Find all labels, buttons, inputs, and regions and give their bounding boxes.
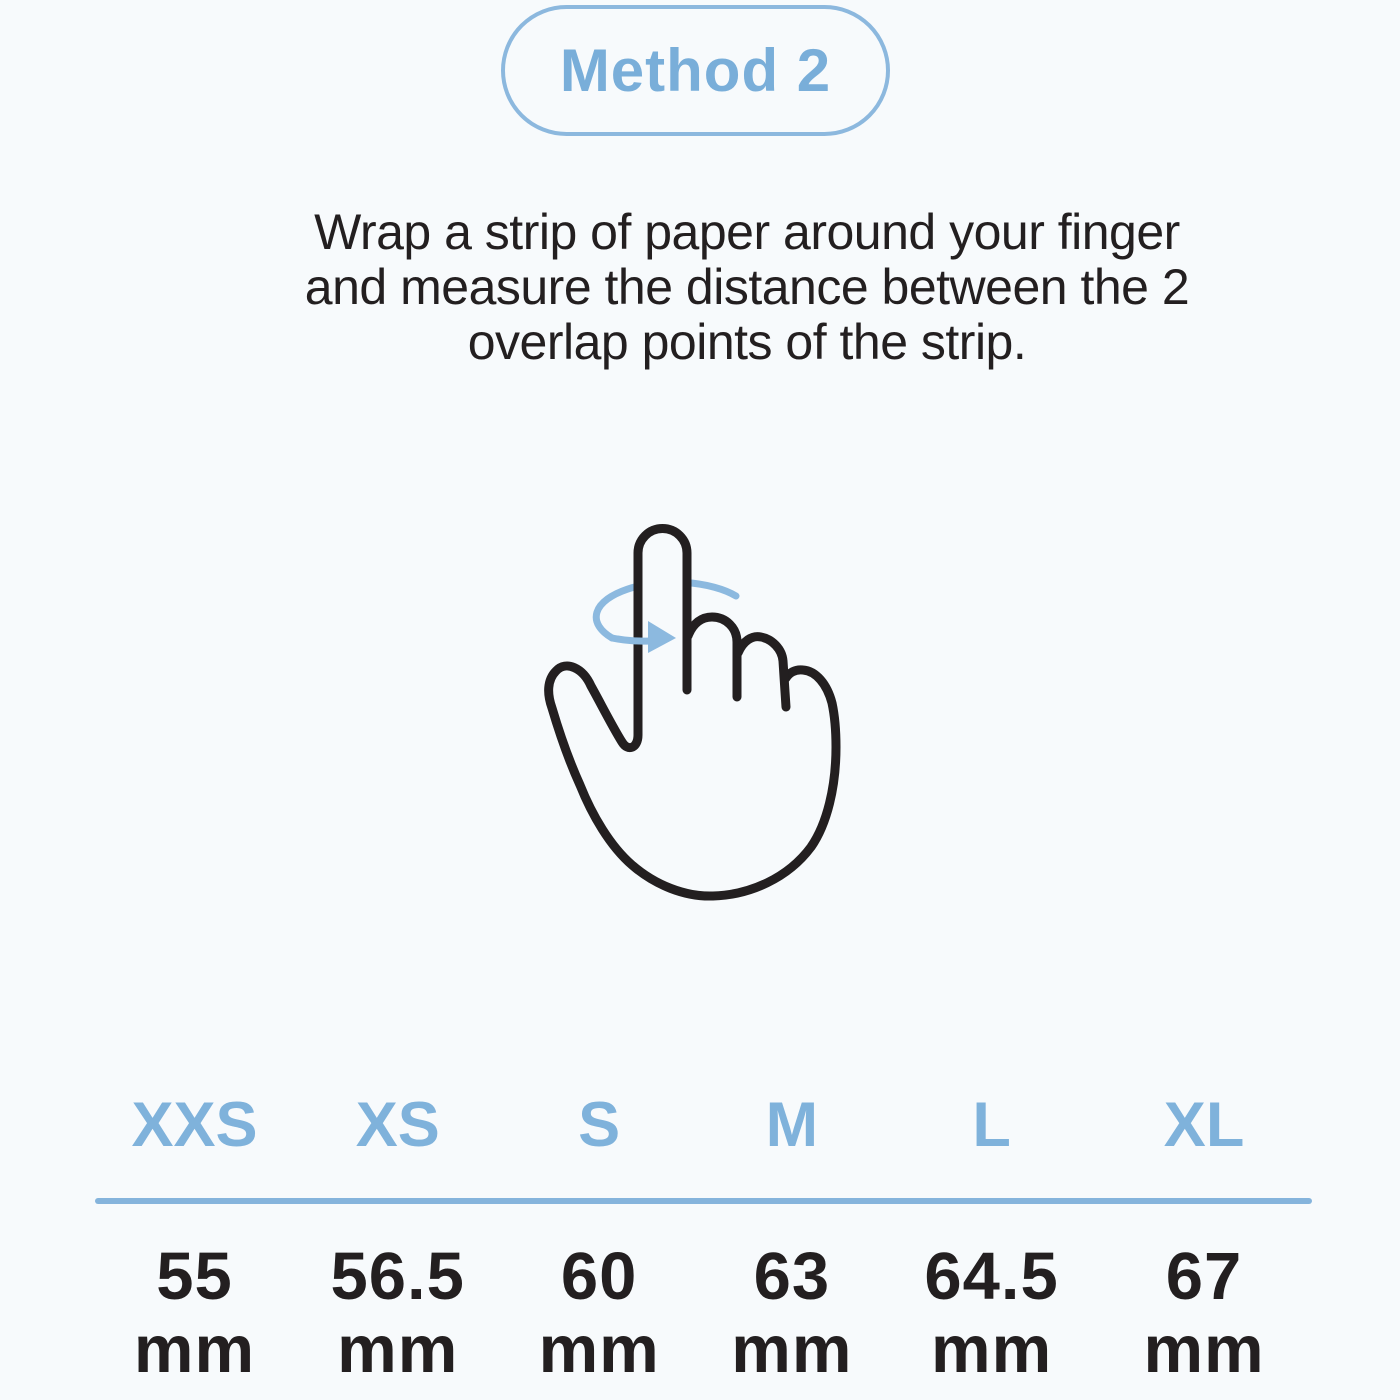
size-value-cell <box>1096 1240 1312 1386</box>
size-unit: mm <box>337 1312 459 1387</box>
size-label: XS <box>355 1090 440 1160</box>
size-unit: mm <box>1143 1312 1265 1387</box>
size-value: 63 <box>753 1239 831 1314</box>
method-badge-label: Method 2 <box>559 37 832 104</box>
size-value-cell <box>697 1240 887 1386</box>
size-values-row <box>95 1240 1312 1386</box>
rotation-arrow-front-arc-icon <box>612 638 650 641</box>
instruction-text <box>0 205 1400 370</box>
size-label: S <box>578 1090 621 1160</box>
size-label: XL <box>1163 1090 1245 1160</box>
size-value: 55 <box>156 1239 233 1314</box>
size-label: L <box>972 1090 1011 1160</box>
method-badge <box>501 5 890 136</box>
size-value-cell <box>95 1240 294 1386</box>
instruction-line: and measure the distance between the 2 <box>304 259 1190 315</box>
size-unit: mm <box>133 1312 256 1387</box>
size-value: 60 <box>560 1239 638 1314</box>
size-chart-divider <box>95 1198 1312 1204</box>
size-value-cell <box>887 1240 1096 1386</box>
size-value: 67 <box>1165 1239 1243 1314</box>
hand-rotation-icon <box>520 490 960 940</box>
size-chart <box>95 1090 1312 1390</box>
size-label: XXS <box>131 1090 258 1160</box>
size-label: M <box>765 1090 819 1160</box>
size-value: 64.5 <box>924 1239 1059 1314</box>
instruction-line: overlap points of the strip. <box>467 314 1027 370</box>
size-value-cell <box>294 1240 501 1386</box>
size-unit: mm <box>931 1312 1053 1387</box>
size-value-cell <box>501 1240 696 1386</box>
size-unit: mm <box>731 1312 853 1387</box>
size-value: 56.5 <box>330 1239 465 1314</box>
instruction-line: Wrap a strip of paper around your finger <box>314 204 1180 260</box>
size-unit: mm <box>538 1312 660 1387</box>
size-labels-row <box>95 1090 1312 1160</box>
